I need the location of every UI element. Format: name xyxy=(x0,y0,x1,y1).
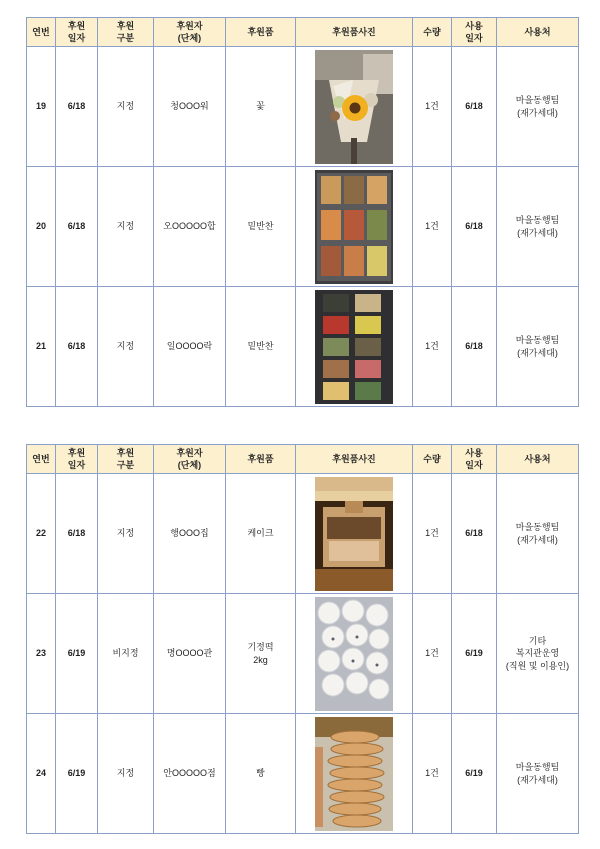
donation-table-2 xyxy=(26,444,579,834)
donated-item: 밑반찬 xyxy=(226,287,296,407)
donated-item: 기정떡 2kg xyxy=(226,594,296,714)
use-date: 6/18 xyxy=(452,47,497,167)
header-cell: 수량 xyxy=(413,18,452,47)
header-cell: 후원 일자 xyxy=(56,445,98,474)
donation-date: 6/18 xyxy=(56,167,98,287)
header-cell: 후원자 (단체) xyxy=(154,445,226,474)
header-cell: 연번 xyxy=(27,445,56,474)
donor-name: 청OOO워 xyxy=(154,47,226,167)
quantity: 1건 xyxy=(413,474,452,594)
donation-date: 6/18 xyxy=(56,287,98,407)
photo-cell xyxy=(296,47,413,167)
donation-date: 6/18 xyxy=(56,474,98,594)
donated-item: 빵 xyxy=(226,714,296,834)
photo-cell xyxy=(296,594,413,714)
donor-name: 오OOOOO합 xyxy=(154,167,226,287)
photo-cell xyxy=(296,714,413,834)
use-place: 마을동행팀 (재가세대) xyxy=(497,474,579,594)
bread-stack-photo xyxy=(315,717,393,831)
photo-cell xyxy=(296,287,413,407)
header-cell: 후원품 xyxy=(226,445,296,474)
use-date: 6/19 xyxy=(452,594,497,714)
table-row xyxy=(27,594,579,714)
quantity: 1건 xyxy=(413,47,452,167)
donated-item: 꽃 xyxy=(226,47,296,167)
quantity: 1건 xyxy=(413,714,452,834)
header-cell: 후원 구분 xyxy=(98,18,154,47)
header-cell: 후원 일자 xyxy=(56,18,98,47)
row-number: 22 xyxy=(27,474,56,594)
quantity: 1건 xyxy=(413,167,452,287)
cake-box-photo xyxy=(315,477,393,591)
quantity: 1건 xyxy=(413,287,452,407)
donor-name: 안OOOOO점 xyxy=(154,714,226,834)
table-row xyxy=(27,167,579,287)
header-cell: 후원자 (단체) xyxy=(154,18,226,47)
header-cell: 사용 일자 xyxy=(452,445,497,474)
header-cell: 후원품사진 xyxy=(296,445,413,474)
donation-date: 6/19 xyxy=(56,594,98,714)
use-place: 마을동행팀 (재가세대) xyxy=(497,167,579,287)
use-date: 6/19 xyxy=(452,714,497,834)
header-cell: 후원품 xyxy=(226,18,296,47)
header-cell: 사용 일자 xyxy=(452,18,497,47)
table-row xyxy=(27,714,579,834)
use-date: 6/18 xyxy=(452,287,497,407)
row-number: 24 xyxy=(27,714,56,834)
donation-table-1 xyxy=(26,17,579,407)
donated-item: 케이크 xyxy=(226,474,296,594)
donation-date: 6/18 xyxy=(56,47,98,167)
rice-cakes-photo xyxy=(315,597,393,711)
side-dish-containers-photo xyxy=(315,290,393,404)
use-place: 기타 복지관운영 (직원 및 이용인) xyxy=(497,594,579,714)
use-date: 6/18 xyxy=(452,474,497,594)
photo-cell xyxy=(296,474,413,594)
row-number: 19 xyxy=(27,47,56,167)
row-number: 20 xyxy=(27,167,56,287)
donation-type: 지정 xyxy=(98,287,154,407)
header-cell: 사용처 xyxy=(497,445,579,474)
donation-type: 비지정 xyxy=(98,594,154,714)
header-cell: 연번 xyxy=(27,18,56,47)
header-cell: 후원품사진 xyxy=(296,18,413,47)
sunflower-bouquet-photo xyxy=(315,50,393,164)
donor-name: 일OOOO락 xyxy=(154,287,226,407)
donor-name: 행OOO집 xyxy=(154,474,226,594)
use-place: 마을동행팀 (재가세대) xyxy=(497,47,579,167)
side-dish-containers-photo xyxy=(315,170,393,284)
header-cell: 사용처 xyxy=(497,18,579,47)
donated-item: 밑반찬 xyxy=(226,167,296,287)
quantity: 1건 xyxy=(413,594,452,714)
table-header-row xyxy=(27,445,579,474)
donation-type: 지정 xyxy=(98,167,154,287)
photo-cell xyxy=(296,167,413,287)
row-number: 21 xyxy=(27,287,56,407)
donor-name: 명OOOO관 xyxy=(154,594,226,714)
header-cell: 수량 xyxy=(413,445,452,474)
table-header-row xyxy=(27,18,579,47)
row-number: 23 xyxy=(27,594,56,714)
table-row xyxy=(27,287,579,407)
donation-type: 지정 xyxy=(98,474,154,594)
donation-type: 지정 xyxy=(98,714,154,834)
use-date: 6/18 xyxy=(452,167,497,287)
header-cell: 후원 구분 xyxy=(98,445,154,474)
use-place: 마을동행팀 (재가세대) xyxy=(497,287,579,407)
table-row xyxy=(27,474,579,594)
use-place: 마을동행팀 (재가세대) xyxy=(497,714,579,834)
table-row xyxy=(27,47,579,167)
donation-type: 지정 xyxy=(98,47,154,167)
donation-date: 6/19 xyxy=(56,714,98,834)
